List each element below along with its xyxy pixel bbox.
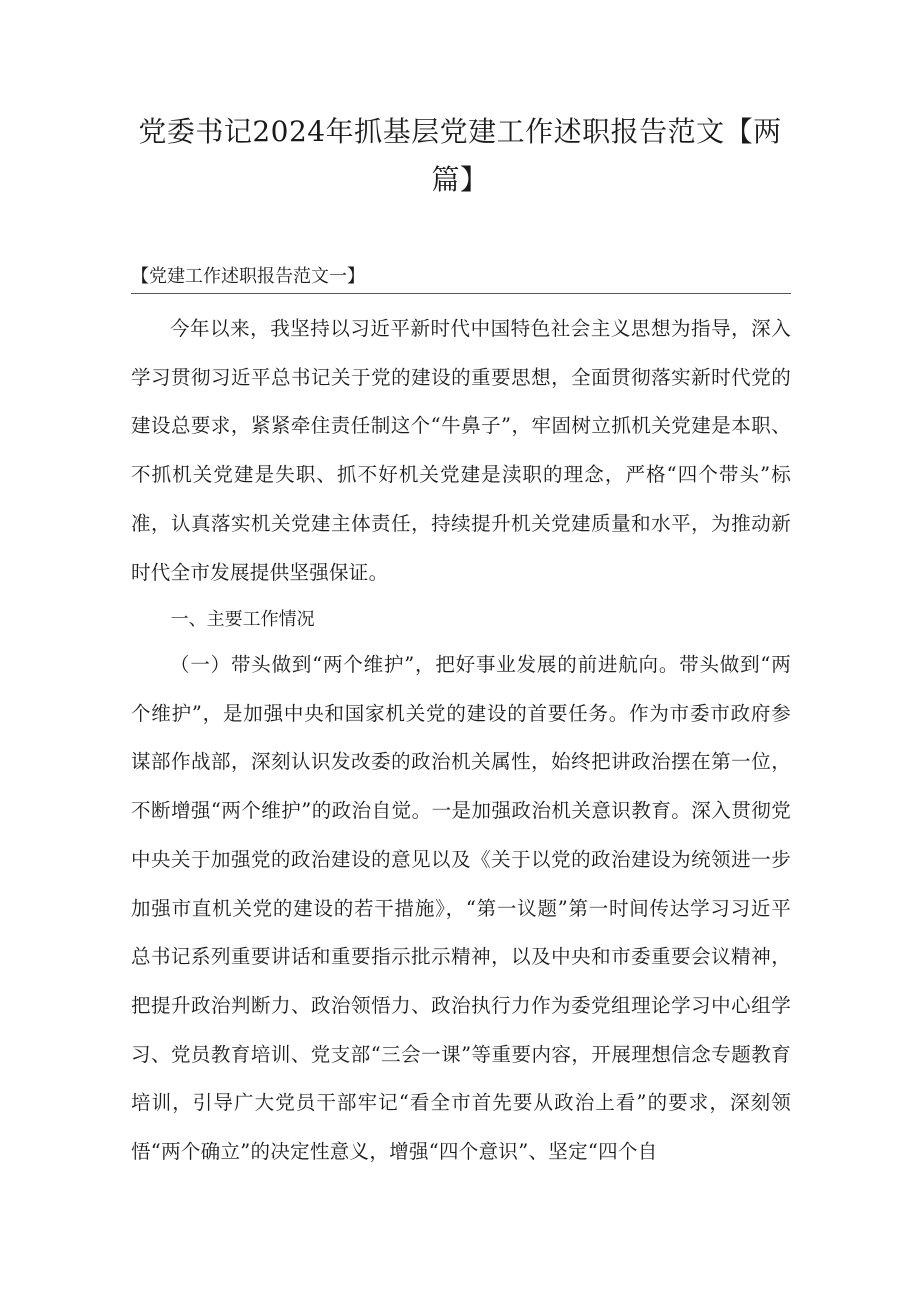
item-1-paragraph: （一）带头做到“两个维护”，把好事业发展的前进航向。带头做到“两个维护”，是加强中央和国家机关党的建设的首要任务。作为市委市政府参谋部作战部，深刻认识发改委的政治机关属性，始终把讲政治摆在第一位，不断增强“两个维护”的政治自觉。一是加强政治机关意识教育。深入贯彻党中央关于加强党的政治建设的意见以及《关于以党的政治建设为统领进一步加强市直机关党的建设的若干措施》，“第一议题”第一时间传达学习习近平总书记系列重要讲话和重要指示批示精神，以及中央和市委重要会议精神，把提升政治判断力、政治领悟力、政治执行力作为委党组理论学习中心组学习、党员教育培训、党支部“三会一课”等重要内容，开展理想信念专题教育培训，引导广大党员干部牢记“看全市首先要从政治上看”的要求，深刻领悟“两个确立”的决定性意义，增强“四个意识”、坚定“四个自 (131, 653, 791, 1164)
intro-paragraph: 今年以来，我坚持以习近平新时代中国特色社会主义思想为指导，深入学习贯彻习近平总书记关于党的建设的重要思想，全面贯彻落实新时代党的建设总要求，紧紧牵住责任制这个“牛鼻子”，牢固树立抓机关党建是本职、不抓机关党建是失职、抓不好机关党建是渎职的理念，严格“四个带头”标准，认真落实机关党建主体责任，持续提升机关党建质量和水平，为推动新时代全市发展提供坚强保证。 (131, 317, 791, 584)
main-work-heading: 一、主要工作情况 (170, 609, 315, 630)
document-title: 党委书记2024年抓基层党建工作述职报告范文【两篇】 (138, 115, 782, 196)
section-divider (131, 293, 791, 294)
section-heading: 【党建工作述职报告范文一】 (131, 266, 365, 287)
